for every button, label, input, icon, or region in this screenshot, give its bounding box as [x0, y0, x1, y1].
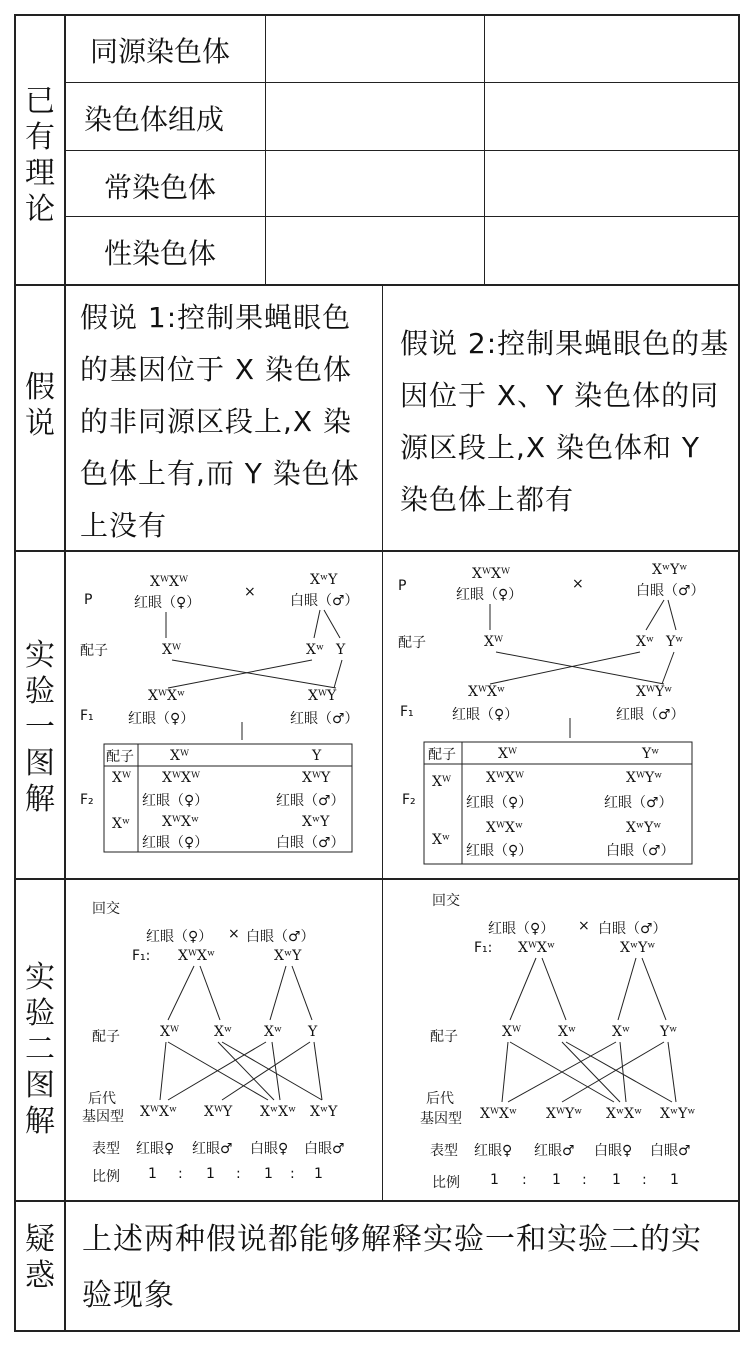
punnett-c21-pheno: 红眼（♀）	[142, 835, 209, 851]
f1-label: F₁	[400, 704, 414, 720]
phenotype-item: 红眼♂	[192, 1141, 233, 1157]
offspring-genotype: XʷYʷ	[660, 1106, 696, 1122]
offspring-genotype: XᵂYʷ	[546, 1106, 583, 1122]
ratio-value: 1	[670, 1172, 679, 1188]
punnett-c12: XᵂY	[302, 770, 331, 786]
f2-label: F₂	[80, 792, 94, 808]
phenotype-item: 白眼♀	[250, 1141, 289, 1157]
theory-row-sex-chromosome: 性染色体	[104, 237, 217, 270]
exp1-right-p-male-pheno: 白眼（♂）	[636, 583, 705, 599]
punnett-row2: Xʷ	[432, 832, 451, 848]
exp1-left-p-female-pheno: 红眼（♀）	[134, 595, 201, 611]
ratio-value: :	[522, 1172, 527, 1188]
punnett-c21: XᵂXʷ	[162, 814, 200, 830]
p-label: P	[398, 578, 407, 594]
theory-row-autosome: 常染色体	[104, 171, 217, 204]
doubt-text: 上述两种假说都能够解释实验一和实验二的实验现象	[82, 1222, 702, 1313]
exp1-right-f1-male: XᵂYʷ	[636, 684, 673, 700]
gamete-item: Xʷ	[558, 1024, 577, 1040]
f1-colon-label: F₁:	[474, 940, 493, 956]
ratio-value: 1	[552, 1172, 561, 1188]
gamete-item: Xᵂ	[502, 1024, 522, 1040]
ratio-value: :	[236, 1166, 241, 1182]
offspring-label: 后代	[426, 1091, 454, 1107]
exp1-left-gamete-f: Xᵂ	[162, 642, 182, 658]
exp2-left-f1-female: XᵂXʷ	[178, 948, 216, 964]
exp1-left-f1-male-pheno: 红眼（♂）	[290, 711, 359, 727]
gamete-label: 配子	[92, 1029, 120, 1045]
punnett-row2: Xʷ	[112, 816, 131, 832]
ratio-value: 1	[314, 1166, 323, 1182]
f1-colon-label: F₁:	[132, 948, 151, 964]
exp1-left-f1-male: XᵂY	[308, 688, 337, 704]
exp2-left-parent-male: XʷY	[274, 948, 302, 964]
punnett-corner: 配子	[428, 747, 456, 763]
exp1-right-gamete-m1: Xʷ	[636, 634, 655, 650]
offspring-genotype: XʷXʷ	[260, 1104, 297, 1120]
theory-row-composition: 染色体组成	[84, 103, 225, 136]
gamete-label: 配子	[398, 635, 426, 651]
punnett-c12: XᵂYʷ	[626, 770, 663, 786]
hypothesis-2: 假说 2:控制果蝇眼色的基因位于 X、Y 染色体的同源区段上,X 染色体和 Y 染色体上都有	[400, 327, 730, 517]
cross-sign: ×	[572, 576, 584, 592]
exp1-left-gamete-m1: Xʷ	[306, 642, 325, 658]
exp1-right-f1-female-pheno: 红眼（♀）	[452, 707, 519, 723]
ratio-value: :	[290, 1166, 295, 1182]
phenotype-label: 表型	[430, 1143, 458, 1159]
ratio-value: 1	[264, 1166, 273, 1182]
f1-label: F₁	[80, 708, 94, 724]
offspring-genotype: XᵂXʷ	[480, 1106, 518, 1122]
ratio-label: 比例	[432, 1175, 460, 1191]
exp2-right-f1-female: XᵂXʷ	[518, 940, 556, 956]
punnett-col2: Yʷ	[642, 746, 660, 762]
phenotype-item: 红眼♂	[534, 1143, 575, 1159]
exp1-right-gamete-m2: Yʷ	[666, 634, 684, 650]
phenotype-item: 白眼♀	[594, 1143, 633, 1159]
punnett-c22-pheno: 白眼（♂）	[276, 835, 345, 851]
cross-sign: ×	[244, 584, 256, 600]
section-label-exp1: 实验一图解	[25, 638, 55, 817]
exp2-left-female-pheno: 红眼（♀）	[146, 929, 213, 945]
offspring-genotype: XʷXʷ	[606, 1106, 643, 1122]
gamete-item: Xʷ	[612, 1024, 631, 1040]
section-label-hypothesis: 假说	[25, 370, 55, 441]
exp1-right-gamete-f: Xᵂ	[484, 634, 504, 650]
punnett-c22: XʷY	[302, 814, 330, 830]
exp2-right-male-pheno: 白眼（♂）	[598, 921, 667, 937]
exp1-right-f1-male-pheno: 红眼（♂）	[616, 707, 685, 723]
offspring-genotype: XᵂY	[204, 1104, 233, 1120]
ratio-value: 1	[490, 1172, 499, 1188]
punnett-c22: XʷYʷ	[626, 820, 662, 836]
f2-label: F₂	[402, 792, 416, 808]
gamete-label: 配子	[80, 643, 108, 659]
punnett-c11: XᵂXᵂ	[486, 770, 525, 786]
exp2-right-parent-male: XʷYʷ	[620, 940, 656, 956]
genotype-label: 基因型	[420, 1111, 462, 1127]
phenotype-item: 红眼♀	[136, 1141, 175, 1157]
punnett-c11-pheno: 红眼（♀）	[142, 793, 209, 809]
ratio-label: 比例	[92, 1169, 120, 1185]
exp1-left-f1-female-pheno: 红眼（♀）	[128, 711, 195, 727]
punnett-corner: 配子	[106, 749, 134, 765]
ratio-value: :	[582, 1172, 587, 1188]
section-label-theory: 已有理论	[25, 84, 55, 227]
exp1-right-f1-female: XᵂXʷ	[468, 684, 506, 700]
offspring-label: 后代	[88, 1091, 116, 1107]
punnett-c12-pheno: 红眼（♂）	[604, 795, 673, 811]
ratio-value: :	[178, 1166, 183, 1182]
offspring-genotype: XᵂXʷ	[140, 1104, 178, 1120]
ratio-value: 1	[206, 1166, 215, 1182]
exp1-left-f1-female: XᵂXʷ	[148, 688, 186, 704]
gamete-label: 配子	[430, 1029, 458, 1045]
genotype-label: 基因型	[82, 1109, 124, 1125]
gamete-item: Xᵂ	[160, 1024, 180, 1040]
exp1-right-p-male: XʷYʷ	[652, 562, 688, 578]
exp1-right-p-female-pheno: 红眼（♀）	[456, 587, 523, 603]
punnett-row1: Xᵂ	[112, 770, 132, 786]
punnett-c11-pheno: 红眼（♀）	[466, 795, 533, 811]
section-label-doubt: 疑惑	[25, 1222, 55, 1293]
gamete-item: Y	[308, 1024, 318, 1040]
punnett-col2: Y	[312, 748, 322, 764]
gamete-item: Xʷ	[264, 1024, 283, 1040]
exp2-right-female-pheno: 红眼（♀）	[488, 921, 555, 937]
exp1-left-p-male-pheno: 白眼（♂）	[290, 593, 359, 609]
backcross-label: 回交	[92, 901, 120, 917]
theory-row-homologous: 同源染色体	[90, 35, 231, 68]
cross-sign: ×	[578, 918, 590, 934]
exp2-left-male-pheno: 白眼（♂）	[246, 929, 315, 945]
gamete-item: Xʷ	[214, 1024, 233, 1040]
cross-sign: ×	[228, 926, 240, 942]
backcross-label: 回交	[432, 893, 460, 909]
section-label-exp2: 实验二图解	[25, 960, 55, 1139]
punnett-c21-pheno: 红眼（♀）	[466, 843, 533, 859]
punnett-c12-pheno: 红眼（♂）	[276, 793, 345, 809]
punnett-c11: XᵂXᵂ	[162, 770, 201, 786]
phenotype-item: 白眼♂	[304, 1141, 345, 1157]
exp1-left-gamete-m2: Y	[336, 642, 346, 658]
phenotype-item: 红眼♀	[474, 1143, 513, 1159]
offspring-genotype: XʷY	[310, 1104, 338, 1120]
exp1-left-p-male: XʷY	[310, 572, 338, 588]
p-label: P	[84, 592, 93, 608]
ratio-value: :	[642, 1172, 647, 1188]
punnett-col1: Xᵂ	[498, 746, 518, 762]
gamete-item: Yʷ	[660, 1024, 678, 1040]
punnett-row1: Xᵂ	[432, 774, 452, 790]
punnett-c22-pheno: 白眼（♂）	[606, 843, 675, 859]
exp1-right-p-female: XᵂXᵂ	[472, 566, 511, 582]
punnett-col1: Xᵂ	[170, 748, 190, 764]
hypothesis-1: 假说 1:控制果蝇眼色的基因位于 X 染色体的非同源区段上,X 染色体上有,而 Y 染色体上没有	[80, 301, 360, 543]
punnett-c21: XᵂXʷ	[486, 820, 524, 836]
ratio-value: 1	[612, 1172, 621, 1188]
ratio-value: 1	[148, 1166, 157, 1182]
phenotype-item: 白眼♂	[650, 1143, 691, 1159]
phenotype-label: 表型	[92, 1141, 120, 1157]
exp1-left-p-female: XᵂXᵂ	[150, 574, 189, 590]
